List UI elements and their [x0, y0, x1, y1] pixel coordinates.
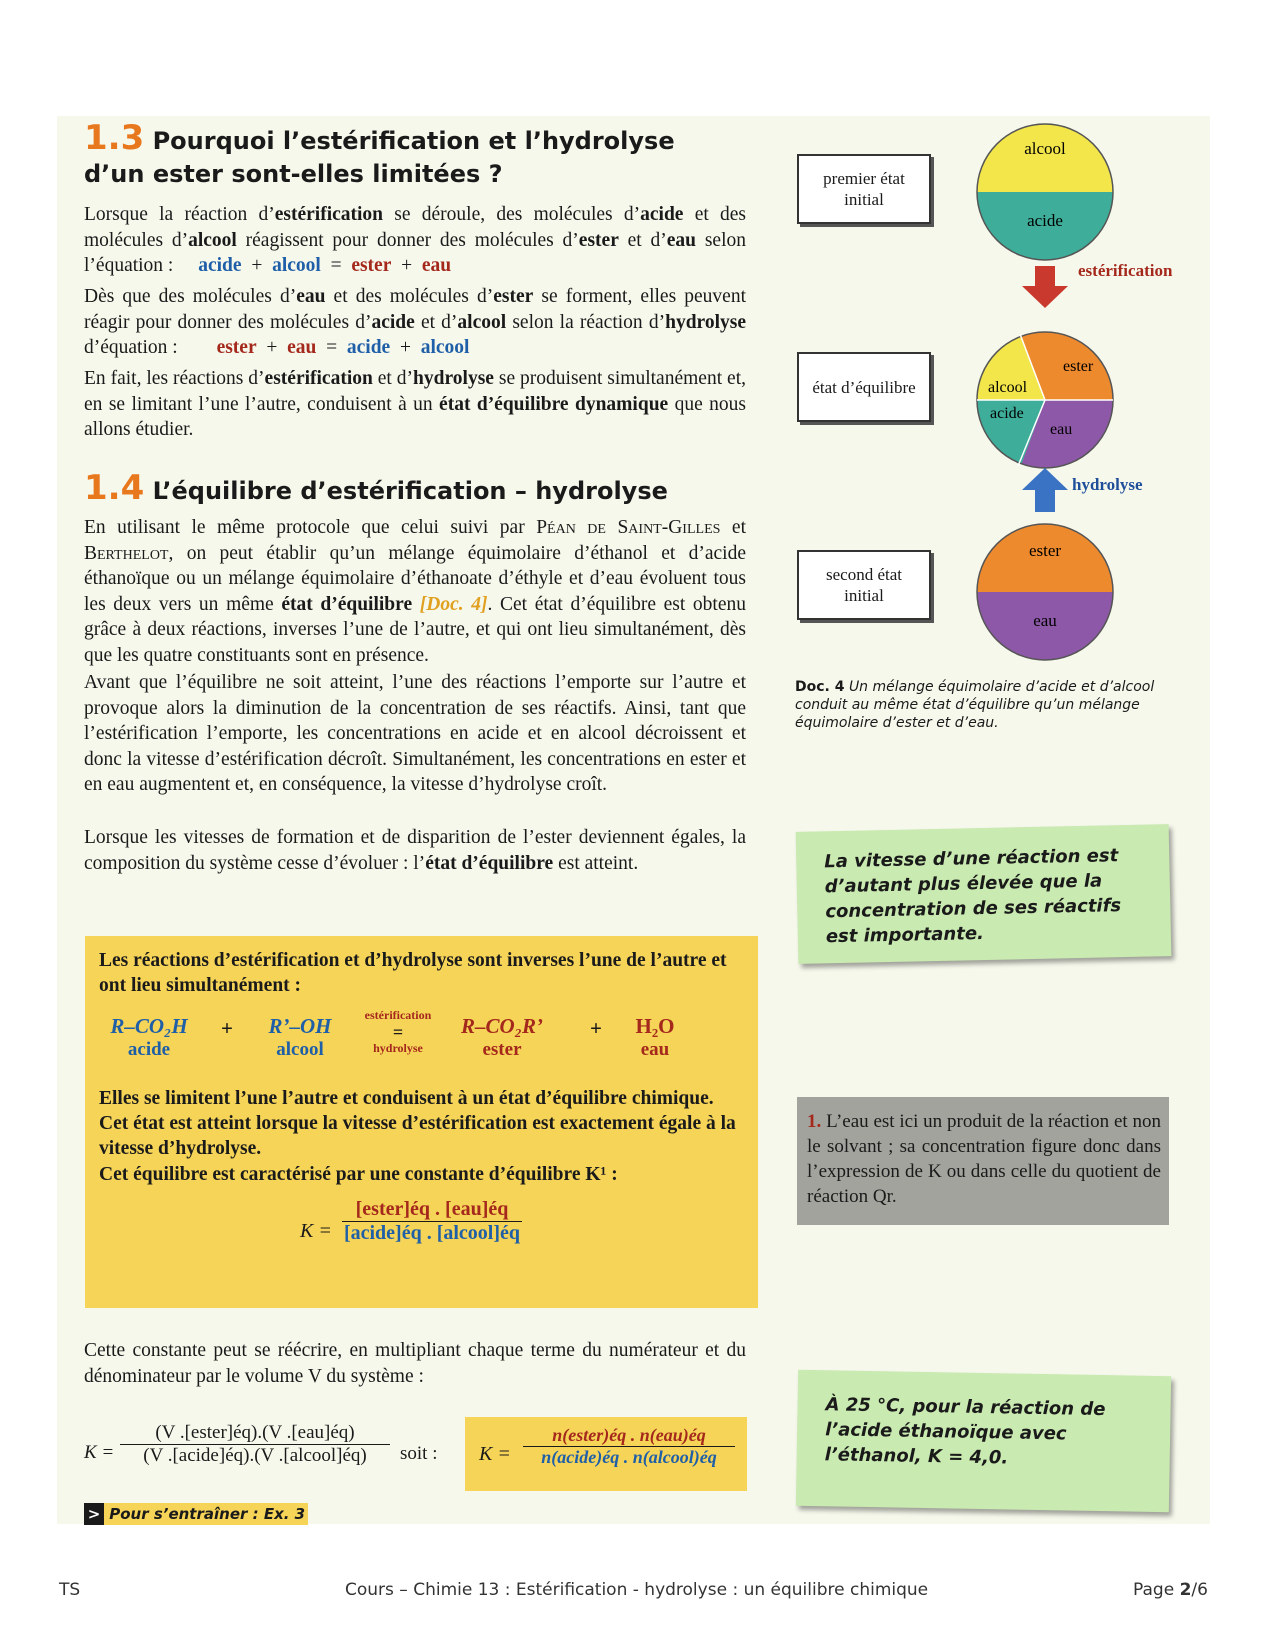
section-number: 1.4	[84, 468, 145, 508]
label-eau: eau	[1033, 611, 1057, 630]
product-eau-label: eau	[640, 1039, 670, 1060]
section-title-line1: Pourquoi l’estérification et l’hydrolyse	[152, 127, 675, 155]
paragraph-esterification: Lorsque la réaction d’estérification se déroule, des molécules d’acide et des molécules d’alcool réagissent pour donner des molécules d’ester et d’eau selon l’équation : acide + alcool = ester + eau	[84, 204, 746, 276]
state-box-equilibrium: état d’équilibre	[797, 352, 931, 422]
box-limitation-text: Elles se limitent l’une l’autre et conduisent à un état d’équilibre chimique. Cet état est atteint lorsque la vitesse d’estérification est exactement égale à la vitesse d’hydrolyse.	[99, 1088, 736, 1159]
footnote-text: L’eau est ici un produit de la réaction et non le solvant ; sa concentration figure donc dans l’expression de K ou dans celle du quotient de réaction Qr.	[807, 1111, 1162, 1207]
section-1-3-heading	[84, 118, 744, 191]
exercise-link[interactable]	[84, 1503, 308, 1525]
product-ester-label: ester	[482, 1039, 522, 1060]
footer-left: TS	[59, 1580, 81, 1600]
k-numerator: [ester]éq . [eau]éq	[355, 1198, 509, 1220]
mole-denominator: n(acide)éq . n(alcool)éq	[541, 1447, 717, 1467]
doc-reference: [Doc. 4]	[419, 593, 488, 615]
arrow-down-icon	[1022, 266, 1068, 308]
volume-denominator: (V .[acide]éq).(V .[alcool]éq)	[143, 1445, 367, 1466]
arrow-up-icon	[1022, 468, 1068, 512]
paragraph-equilibre-atteint: Lorsque les vitesses de formation et de disparition de l’ester deviennent égales, la composition du système cesse d’évoluer : l’état d’équilibre est atteint.	[84, 827, 746, 874]
box-intro: Les réactions d’estérification et d’hydrolyse sont inverses l’une de l’autre et ont lieu simultanément :	[99, 950, 727, 996]
soit-label: soit :	[400, 1443, 438, 1464]
label-hydrolyse-arrow: hydrolyse	[1072, 475, 1143, 494]
reactant-acide-label: acide	[127, 1039, 171, 1060]
product-ester-formula: R–CO₂R’	[460, 1014, 543, 1038]
section-title-line2: d’un ester sont-elles limitées ?	[84, 160, 503, 188]
footnote-number: 1.	[807, 1111, 822, 1132]
arrow-label-hydrolyse: hydrolyse	[373, 1041, 423, 1055]
footer-page-number: Page 2/6	[1133, 1580, 1208, 1600]
reactant-alcool-formula: R’–OH	[268, 1014, 332, 1038]
equation-esterification: acide + alcool = ester + eau	[198, 255, 452, 276]
paragraph-equilibre-dynamique: En fait, les réactions d’estérification et d’hydrolyse se produisent simultanément et, en se limitant l’une l’autre, conduisent à un état d’équilibre dynamique que nous allons étudier.	[84, 368, 747, 440]
label-acide: acide	[1027, 211, 1063, 230]
label-ester: ester	[1028, 541, 1062, 560]
note-vitesse-reaction: La vitesse d’une réaction est d’autant plus élevée que la concentration de ses réactifs est importante.	[796, 824, 1172, 964]
product-eau-formula: H₂O	[635, 1014, 675, 1038]
footer-course-title: Cours – Chimie 13 : Estérification - hydrolyse : un équilibre chimique	[345, 1580, 929, 1600]
doc4-caption	[795, 678, 1183, 732]
section-1-4-heading	[84, 468, 744, 508]
exercise-label: Pour s’entraîner : Ex. 3	[109, 1505, 306, 1523]
box-constant-text: Cet équilibre est caractérisé par une constante d’équilibre K¹ :	[99, 1164, 618, 1185]
k-denominator: [acide]éq . [alcool]éq	[343, 1222, 521, 1244]
paragraph-volume: Cette constante peut se réécrire, en multipliant chaque terme du numérateur et du dénominateur par le volume V du système :	[84, 1340, 746, 1387]
doc4-label: Doc. 4	[795, 679, 845, 695]
state-box-second-initial: second état initial	[797, 550, 931, 620]
reaction-equation: R–CO₂H acide + R’–OH alcool estérification = hydrolyse R–CO₂R’ ester + H₂O eau	[85, 1014, 758, 1070]
equilibrium-diagram	[960, 110, 1210, 670]
chevron-right-icon: >	[84, 1503, 104, 1525]
equation-hydrolyse: ester + eau = acide + alcool	[216, 337, 470, 358]
note-constante-valeur: À 25 °C, pour la réaction de l’acide éthanoïque avec l’éthanol, K = 4,0.	[796, 1370, 1171, 1512]
label-alcool: alcool	[1024, 139, 1066, 158]
arrow-label-esterification: estérification	[364, 1008, 432, 1022]
section-title: L’équilibre d’estérification – hydrolyse	[152, 477, 668, 505]
state-box-first-initial: premier état initial	[797, 154, 931, 224]
key-points-box	[85, 936, 758, 1308]
equilibrium-constant-formula: K = [ester]éq . [eau]éq [acide]éq . [alcool]éq	[300, 1198, 521, 1244]
reactant-alcool-label: alcool	[276, 1039, 324, 1060]
section-number: 1.3	[84, 118, 145, 158]
svg-text:acide: acide	[990, 405, 1024, 422]
svg-text:eau: eau	[1050, 421, 1073, 438]
label-esterification-arrow: estérification	[1078, 261, 1173, 280]
mole-formula-box: K = n(ester)éq . n(eau)éq n(acide)éq . n(alcool)éq	[465, 1417, 747, 1491]
paragraph-protocole: En utilisant le même protocole que celui suivi par Péan de Saint-Gilles et Berthelot, on peut établir qu’un mélange équimolaire d’éthanol et d’acide éthanoïque ou un mélange équimolaire d’éthanoate d’éthyle et d’eau évoluent tous les deux vers un même état d’équilibre [Doc. 4]. Cet état d’équilibre est obtenu grâce à deux réactions, inverses l’une de l’autre, et qui ont lieu simultanément, dès que les quatre constituants sont en présence.	[84, 517, 747, 666]
footnote-eau-produit	[797, 1097, 1169, 1225]
volume-formula: K = (V .[ester]éq).(V .[eau]éq) (V .[acide]éq).(V .[alcool]éq)	[84, 1422, 424, 1488]
reactant-acide-formula: R–CO₂H	[110, 1014, 188, 1038]
volume-numerator: (V .[ester]éq).(V .[eau]éq)	[155, 1422, 355, 1443]
paragraph-avant-equilibre: Avant que l’équilibre ne soit atteint, l’une des réactions l’emporte sur l’autre et provoque alors la diminution de la concentration de ses réactifs. Ainsi, tant que l’estérification l’emporte, les concentrations en acide et en alcool décroissent et donc la vitesse d’estérification décroît. Simultanément, les concentrations en ester et en eau augmentent et, en conséquence, la vitesse d’hydrolyse croît.	[84, 672, 746, 795]
svg-text:alcool: alcool	[988, 379, 1028, 396]
paragraph-hydrolyse: Dès que des molécules d’eau et des molécules d’ester se forment, elles peuvent réagir pour donner des molécules d’acide et d’alcool selon la réaction d’hydrolyse d’équation : ester + eau = acide + alcool	[84, 286, 746, 358]
mole-numerator: n(ester)éq . n(eau)éq	[552, 1425, 706, 1445]
svg-text:ester: ester	[1063, 358, 1094, 375]
doc4-caption-text: Un mélange équimolaire d’acide et d’alcool conduit au même état d’équilibre qu’un mélange équimolaire d’ester et d’eau.	[795, 679, 1155, 731]
